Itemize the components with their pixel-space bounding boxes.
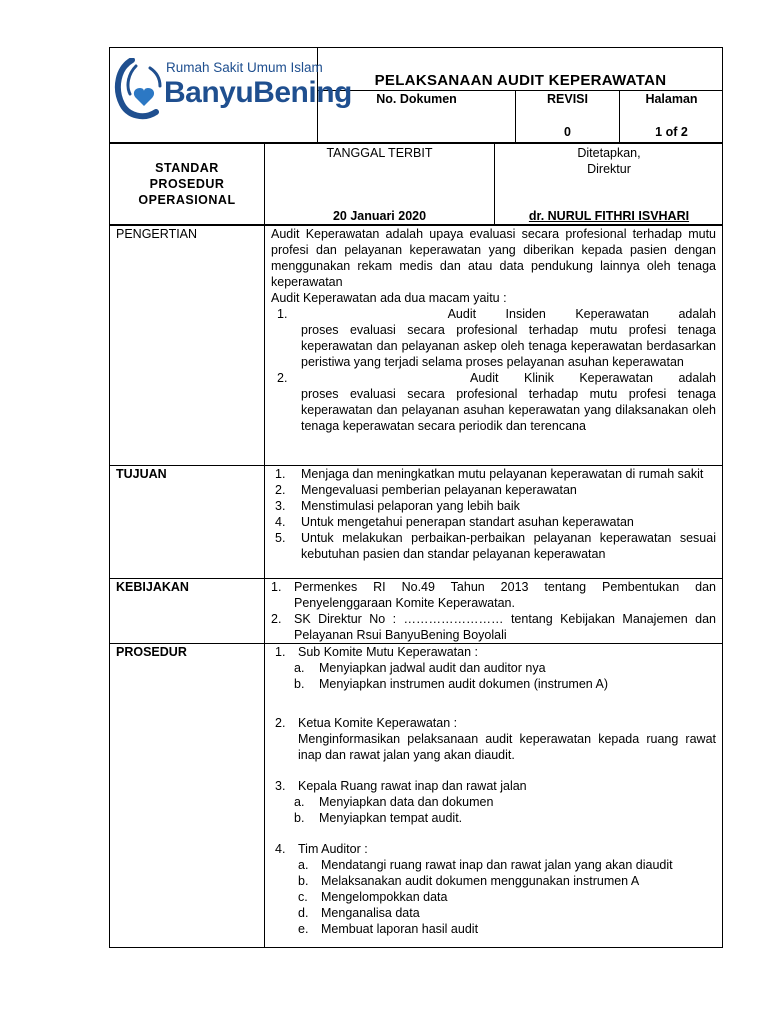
prosedur-step-1b-text: Menyiapkan instrumen audit dokumen (instrumen A)	[319, 677, 609, 691]
pengertian-item-1	[271, 306, 716, 370]
spo-label-line2: PROSEDUR	[149, 177, 225, 191]
prosedur-step-2-title: Ketua Komite Keperawatan :	[298, 716, 458, 730]
ditetapkan-line1: Ditetapkan,	[577, 146, 641, 160]
logo-line2: BanyuBening	[164, 76, 352, 109]
prosedur-step-2	[271, 715, 716, 731]
prosedur-step-2-num: 2.	[275, 716, 286, 730]
prosedur-step-4a-num: a.	[298, 858, 309, 872]
tujuan-item-1-text: Menjaga dan meningkatkan mutu pelayanan keperawatan di rumah sakit	[301, 467, 704, 481]
prosedur-step-3a	[271, 794, 716, 810]
pengertian-para2: Audit Keperawatan ada dua macam yaitu :	[271, 291, 507, 305]
prosedur-step-4a-text: Mendatangi ruang rawat inap dan rawat jalan yang akan diaudit	[321, 858, 673, 872]
tujuan-item-1-num: 1.	[275, 467, 286, 481]
prosedur-step-4	[271, 841, 716, 857]
halaman-value: 1 of 2	[655, 125, 688, 139]
tujuan-item-2	[271, 482, 716, 498]
prosedur-step-4-num: 4.	[275, 842, 286, 856]
logo-emblem-icon	[114, 58, 164, 124]
kebijakan-item-2-text: SK Direktur No : …………………… tentang Kebijakan Manajemen dan Pelayanan Rsui BanyuBening Boyolali	[294, 612, 716, 642]
prosedur-step-4b-num: b.	[298, 874, 309, 888]
hospital-logo	[114, 56, 352, 126]
prosedur-step-3	[271, 778, 716, 794]
prosedur-step-1a	[271, 660, 716, 676]
tujuan-item-3-num: 3.	[275, 499, 286, 513]
prosedur-step-4e-text: Membuat laporan hasil audit	[321, 922, 479, 936]
prosedur-step-1b-num: b.	[294, 677, 305, 691]
kebijakan-item-2-num: 2.	[271, 612, 282, 626]
tujuan-item-2-num: 2.	[275, 483, 286, 497]
tujuan-item-4-num: 4.	[275, 515, 286, 529]
halaman-label: Halaman	[645, 92, 698, 106]
document-title: PELAKSANAAN AUDIT KEPERAWATAN	[374, 72, 667, 89]
no-dokumen-label: No. Dokumen	[376, 92, 457, 106]
kebijakan-item-2	[271, 611, 716, 643]
kebijakan-list	[271, 579, 716, 643]
tujuan-item-3	[271, 498, 716, 514]
prosedur-step-4a	[271, 857, 716, 873]
prosedur-step-3b	[271, 810, 716, 826]
tujuan-item-5-num: 5.	[275, 531, 286, 545]
prosedur-step-4b	[271, 873, 716, 889]
content-divider-v	[264, 225, 265, 948]
pengertian-item-1-num: 1.	[277, 307, 288, 321]
revisi-label: REVISI	[547, 92, 588, 106]
prosedur-step-1-num: 1.	[275, 645, 286, 659]
prosedur-step-1a-num: a.	[294, 661, 305, 675]
kebijakan-item-1-text: Permenkes RI No.49 Tahun 2013 tentang Pembentukan dan Penyelenggaraan Komite Keperawatan.	[294, 580, 716, 610]
prosedur-step-3-num: 3.	[275, 779, 286, 793]
prosedur-content	[271, 644, 716, 937]
tujuan-item-4	[271, 514, 716, 530]
tanggal-terbit-value: 20 Januari 2020	[332, 209, 427, 223]
tujuan-item-5-text: Untuk melakukan perbaikan-perbaikan pelayanan keperawatan sesuai kebutuhan pasien dan standar pelayanan keperawatan	[301, 531, 716, 561]
direktur-name: dr. NURUL FITHRI ISVHARI	[528, 209, 690, 223]
prosedur-step-4b-text: Melaksanakan audit dokumen menggunakan instrumen A	[321, 874, 640, 888]
prosedur-step-4d-num: d.	[298, 906, 309, 920]
spo-label-line1: STANDAR	[155, 161, 219, 175]
spo-label	[110, 160, 264, 208]
pengertian-label: PENGERTIAN	[116, 227, 198, 241]
kebijakan-item-1-num: 1.	[271, 580, 282, 594]
pengertian-item-1-text: proses evaluasi secara profesional terhadap mutu profesi tenaga keperawatan dan pelayanan askep oleh tenaga keperawatan berdasarkan peristiwa yang terjadi selama proses pelayanan asuhan keperawatan	[301, 323, 716, 369]
spo-label-line3: OPERASIONAL	[138, 193, 236, 207]
pengertian-item-2-num: 2.	[277, 371, 288, 385]
tujuan-list	[271, 466, 716, 562]
prosedur-step-3b-text: Menyiapkan tempat audit.	[319, 811, 463, 825]
pengertian-para1: Audit Keperawatan adalah upaya evaluasi secara profesional terhadap mutu profesi dan pelayanan keperawatan yang diberikan kepada pasien dengan menggunakan rekam medis dan atau data pendukung lainnya oleh tenaga keperawatan	[271, 227, 716, 289]
prosedur-step-2-text: Menginformasikan pelaksanaan audit keperawatan kepada ruang rawat inap dan rawat jalan yang akan diaudit.	[298, 732, 716, 762]
tujuan-item-4-text: Untuk mengetahui penerapan standart asuhan keperawatan	[301, 515, 634, 529]
pengertian-item-2	[271, 370, 716, 434]
prosedur-step-4d-text: Menganalisa data	[321, 906, 420, 920]
ditetapkan-line2: Direktur	[587, 162, 631, 176]
tujuan-item-3-text: Menstimulasi pelaporan yang lebih baik	[301, 499, 520, 513]
tujuan-item-2-text: Mengevaluasi pemberian pelayanan keperawatan	[301, 483, 577, 497]
prosedur-label: PROSEDUR	[116, 645, 187, 659]
prosedur-step-1a-text: Menyiapkan jadwal audit dan auditor nya	[319, 661, 546, 675]
tujuan-label: TUJUAN	[116, 467, 167, 481]
tujuan-item-5	[271, 530, 716, 562]
ditetapkan-label	[495, 145, 723, 177]
pengertian-item-2-text: proses evaluasi secara profesional terhadap mutu profesi tenaga keperawatan dan pelayanan asuhan keperawatan yang dilaksanakan oleh tenaga keperawatan secara periodik dan terencana	[301, 387, 716, 433]
tujuan-item-1	[271, 466, 716, 482]
prosedur-step-3b-num: b.	[294, 811, 305, 825]
prosedur-step-1b	[271, 676, 716, 692]
prosedur-step-4e	[271, 921, 716, 937]
logo-line1: Rumah Sakit Umum Islam	[166, 60, 323, 75]
prosedur-step-4d	[271, 905, 716, 921]
prosedur-step-4c-num: c.	[298, 890, 308, 904]
prosedur-step-1	[271, 644, 716, 660]
pengertian-content	[271, 226, 716, 434]
pengertian-item-1-head: Audit Insiden Keperawatan adalah	[447, 307, 716, 321]
prosedur-step-3a-num: a.	[294, 795, 305, 809]
prosedur-step-4-title: Tim Auditor :	[298, 842, 368, 856]
prosedur-step-1-title: Sub Komite Mutu Keperawatan :	[298, 645, 478, 659]
prosedur-step-4c	[271, 889, 716, 905]
prosedur-step-4c-text: Mengelompokkan data	[321, 890, 448, 904]
tanggal-terbit-label: TANGGAL TERBIT	[326, 146, 433, 160]
prosedur-step-4e-num: e.	[298, 922, 309, 936]
prosedur-step-3-title: Kepala Ruang rawat inap dan rawat jalan	[298, 779, 527, 793]
kebijakan-item-1	[271, 579, 716, 611]
prosedur-step-3a-text: Menyiapkan data dan dokumen	[319, 795, 494, 809]
kebijakan-label: KEBIJAKAN	[116, 580, 189, 594]
pengertian-item-2-head: Audit Klinik Keperawatan adalah	[470, 371, 716, 385]
revisi-value: 0	[564, 125, 571, 139]
